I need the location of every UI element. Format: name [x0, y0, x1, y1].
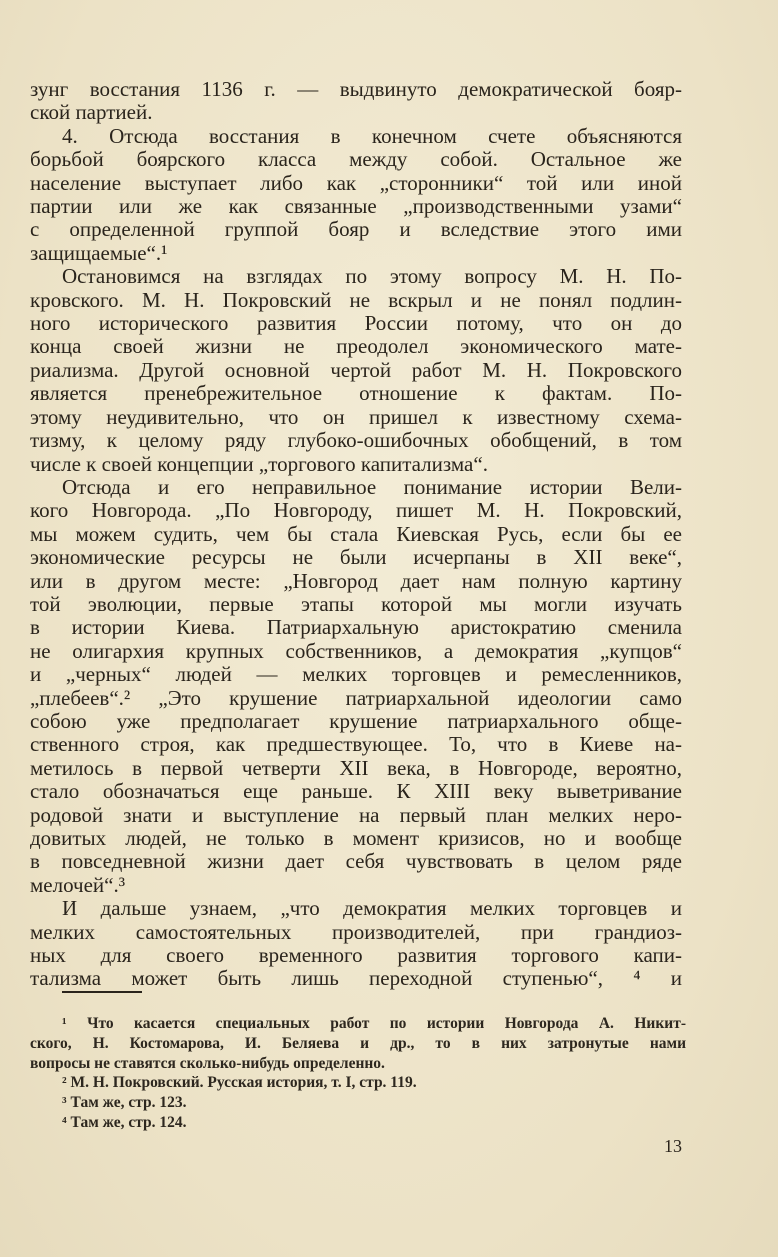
text-line: зунг восстания 1136 г. — выдвинуто демократической бояр-: [30, 77, 682, 101]
text-line: партии или же как связанные „производственными узами“: [30, 194, 682, 219]
text-line: 4. Отсюда восстания в конечном счете объясняются: [62, 123, 682, 148]
text-line: с определенной группой бояр и вследствие этого ими: [30, 217, 682, 242]
text-line: ственного строя, как предшествующее. То, что в Киеве на-: [30, 732, 682, 757]
footnote-line: вопросы не ставятся сколько-нибудь определенно.: [30, 1054, 385, 1072]
text-line: „плебеев“.² „Это крушение патриархальной идеологии само: [30, 685, 682, 710]
main-text: [30, 78, 682, 991]
text-line: риализма. Другой основной чертой работ М. Н. Покровского: [30, 357, 682, 382]
text-line: тализма может быть лишь переходной ступенью“, ⁴ и: [30, 966, 682, 991]
text-line: той эволюции, первые этапы которой мы могли изучать: [30, 591, 682, 616]
text-line: население выступает либо как „сторонники“ той или иной: [30, 170, 682, 195]
text-line: метилось в первой четверти XII века, в Новгороде, вероятно,: [30, 755, 682, 780]
footnote-line: ¹ Что касается специальных работ по истории Новгорода А. Никит-: [62, 1015, 686, 1032]
text-line: и „черных“ людей — мелких торговцев и ремесленников,: [30, 662, 682, 687]
text-line: стало обозначаться еще раньше. К XIII веку выветривание: [30, 779, 682, 804]
footnote-line: ³ Там же, стр. 123.: [62, 1094, 187, 1112]
text-line: этому неудивительно, что он пришел к известному схема-: [30, 404, 682, 429]
text-line: кого Новгорода. „По Новгороду, пишет М. Н. Покровский,: [30, 498, 682, 523]
text-line: числе к своей концепции „торгового капитализма“.: [30, 451, 488, 476]
text-line: мы можем судить, чем бы стала Киевская Русь, если бы ее: [30, 521, 682, 546]
text-line: кровского. М. Н. Покровский не вскрыл и не понял подлин-: [30, 287, 682, 312]
text-line: Остановимся на взглядах по этому вопросу М. Н. По-: [62, 264, 682, 289]
text-line: И дальше узнаем, „что демократия мелких торговцев и: [62, 896, 682, 921]
text-line: не олигархия крупных собственников, а демократия „купцов“: [30, 638, 682, 663]
footnote-separator: [62, 991, 142, 993]
text-line: довитых людей, не только в момент кризисов, но и вообще: [30, 826, 682, 850]
text-line: ных для своего временного развития торгового капи-: [30, 943, 682, 968]
text-line: тизму, к целому ряду глубоко-ошибочных обобщений, в том: [30, 428, 682, 453]
text-line: защищаемые“.¹: [30, 240, 168, 265]
text-line: Отсюда и его неправильное понимание истории Вели-: [62, 474, 682, 499]
text-line: в повседневной жизни дает себя чувствовать в целом ряде: [30, 849, 682, 874]
footnotes: [30, 1014, 686, 1133]
footnote-line: ² М. Н. Покровский. Русская история, т. I, стр. 119.: [62, 1074, 417, 1092]
text-line: или в другом месте: „Новгород дает нам полную картину: [30, 568, 682, 593]
text-line: ской партией.: [30, 100, 153, 125]
text-line: экономические ресурсы не были исчерпаны в XII веке“,: [30, 545, 682, 570]
text-line: конца своей жизни не преодолел экономического мате-: [30, 334, 682, 359]
text-line: является пренебрежительное отношение к фактам. По-: [30, 381, 682, 406]
page-number: 13: [664, 1136, 682, 1156]
text-line: собою уже предполагает крушение патриархального обще-: [30, 708, 682, 733]
footnote-line: ⁴ Там же, стр. 124.: [62, 1113, 187, 1131]
text-line: в истории Киева. Патриархальную аристократию сменила: [30, 615, 682, 640]
footnote-line: ского, Н. Костомарова, И. Беляева и др., то в них затронутые нами: [30, 1034, 686, 1052]
text-line: ного исторического развития России потому, что он до: [30, 311, 682, 336]
text-line: родовой знати и выступление на первый план мелких неро-: [30, 802, 682, 827]
text-line: мелочей“.³: [30, 872, 126, 897]
text-line: мелких самостоятельных производителей, при грандиоз-: [30, 919, 682, 944]
text-line: борьбой боярского класса между собой. Остальное же: [30, 147, 682, 172]
